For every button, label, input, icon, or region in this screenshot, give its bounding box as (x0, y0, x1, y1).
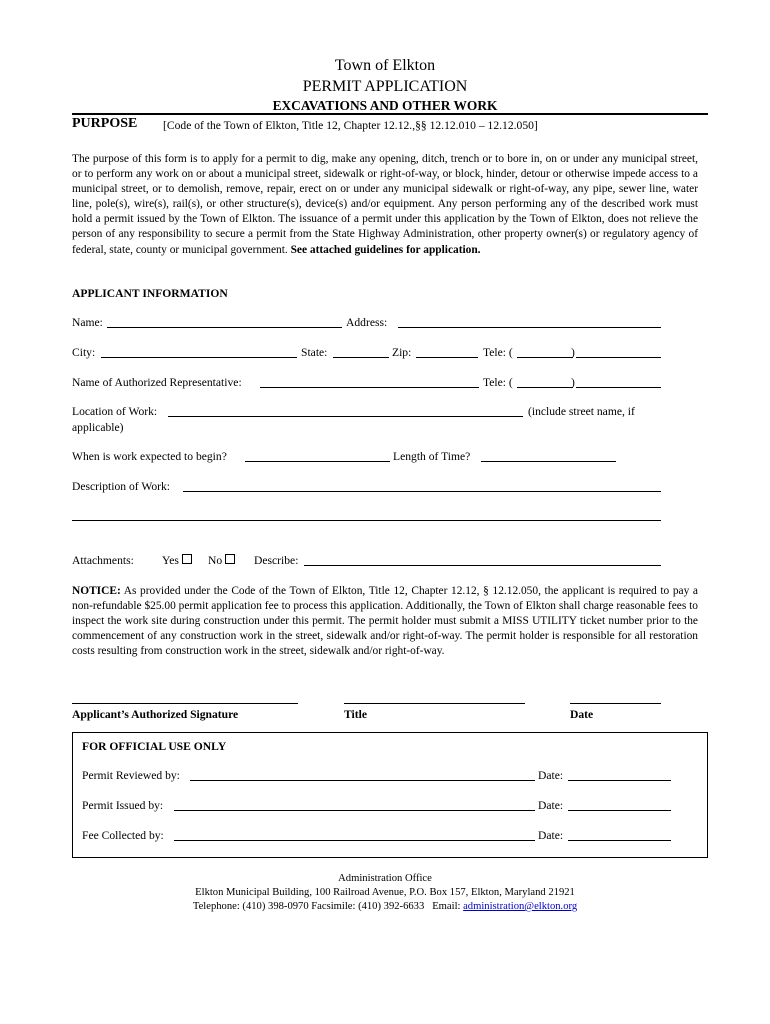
yes-checkbox[interactable] (182, 554, 192, 564)
purpose-body (72, 152, 698, 258)
rep-tele-label: Tele: ( (483, 376, 513, 389)
location-note: (include street name, if (528, 405, 635, 418)
purpose-label: PURPOSE (72, 116, 138, 131)
no-checkbox[interactable] (225, 554, 235, 564)
official-use-heading: FOR OFFICIAL USE ONLY (82, 740, 227, 753)
rep-tele-number-field[interactable] (576, 387, 661, 388)
form-title: PERMIT APPLICATION (302, 78, 468, 95)
authorized-rep-field[interactable] (260, 387, 479, 388)
form-subtitle: EXCAVATIONS AND OTHER WORK (272, 98, 498, 113)
fee-date-field[interactable] (568, 840, 671, 841)
town-heading: Town of Elkton (334, 57, 436, 74)
name-field[interactable] (107, 327, 342, 328)
notice-paragraph (72, 584, 698, 659)
title-field[interactable] (344, 703, 525, 704)
authorized-rep-label: Name of Authorized Representative: (72, 376, 242, 389)
city-field[interactable] (101, 357, 297, 358)
purpose-code-reference: [Code of the Town of Elkton, Title 12, Chapter 12.12.,§§ 12.12.010 – 12.12.050] (163, 119, 538, 132)
fee-date-label: Date: (538, 829, 564, 842)
rep-tele-close-paren: ) (571, 376, 575, 389)
address-field[interactable] (398, 327, 661, 328)
purpose-text: The purpose of this form is to apply for a permit to dig, make any opening, ditch, trench or to bore in, on or under any municipal street, or to perform any work on or about a municipal street, sidewalk or right-of-way, or block, hinder, detour or otherwise impede access to a municipal street, or to demolish, remove, repair, erect on or under any municipal sidewalk or right-of-way, any pipe, sewer line, water line, pole(s), wire(s), rail(s), or other structure(s), device(s) and/or equipment. Any person performing any of the described work must hold a permit issued by the Town of Elkton. The issuance of a permit under this application by the Town of Elkton, does not relieve the person of any responsibility to secure a permit from the State Highway Administration, other property owner(s) or regulatory agency of federal, state, county or municipal government. (72, 153, 698, 256)
attachments-yes (162, 553, 192, 568)
description-field[interactable] (183, 491, 661, 492)
rep-tele-area-code-field[interactable] (517, 387, 573, 388)
work-begin-field[interactable] (245, 461, 390, 462)
state-field[interactable] (333, 357, 389, 358)
attachments-no (208, 553, 235, 568)
footer-contact (0, 900, 770, 913)
fee-collected-label: Fee Collected by: (82, 829, 164, 842)
permit-reviewed-label: Permit Reviewed by: (82, 769, 180, 782)
reviewed-date-field[interactable] (568, 780, 671, 781)
issued-date-field[interactable] (568, 810, 671, 811)
permit-issued-field[interactable] (174, 810, 535, 811)
tele-label: Tele: ( (483, 346, 513, 359)
name-label: Name: (72, 316, 103, 329)
reviewed-date-label: Date: (538, 769, 564, 782)
permit-issued-label: Permit Issued by: (82, 799, 164, 812)
describe-field[interactable] (304, 565, 661, 566)
zip-label: Zip: (392, 346, 412, 359)
no-label: No (208, 554, 223, 567)
footer-address: Elkton Municipal Building, 100 Railroad Avenue, P.O. Box 157, Elkton, Maryland 21921 (195, 887, 575, 898)
permit-reviewed-field[interactable] (190, 780, 535, 781)
tele-area-code-field[interactable] (517, 357, 573, 358)
footer-office: Administration Office (338, 873, 432, 884)
issued-date-label: Date: (538, 799, 564, 812)
state-label: State: (301, 346, 328, 359)
location-field[interactable] (168, 416, 523, 417)
applicant-info-heading: APPLICANT INFORMATION (72, 287, 228, 300)
footer-phone: Telephone: (410) 398-0970 Facsimile: (410) 392-6633 Email: (192, 901, 464, 912)
header-rule (72, 113, 708, 115)
signature-field[interactable] (72, 703, 298, 704)
signature-date-field[interactable] (570, 703, 661, 704)
notice-text: As provided under the Code of the Town of Elkton, Title 12, Chapter 12.12, § 12.12.050, the applicant is required to pay a non-refundable $25.00 permit application fee to process this application. Additionally, the Town of Elkton shall charge reasonable fees to inspect the work site during construction under this permit. The permit holder must submit a MISS UTILITY ticket number prior to the commencement of any construction work in the street, sidewalk and/or right-of-way. The permit holder is responsible for all restoration costs resulting from construction work in the street, sidewalk and/or right-of-way. (72, 585, 698, 658)
describe-label: Describe: (254, 554, 299, 567)
fee-collected-field[interactable] (174, 840, 535, 841)
description-field-line-2[interactable] (72, 520, 661, 521)
signature-label: Applicant’s Authorized Signature (72, 708, 239, 721)
footer-email-link[interactable]: administration@elkton.org (463, 901, 578, 912)
city-label: City: (72, 346, 96, 359)
location-label: Location of Work: (72, 405, 158, 418)
work-begin-label: When is work expected to begin? (72, 450, 227, 463)
attachments-label: Attachments: (72, 554, 134, 567)
zip-field[interactable] (416, 357, 478, 358)
signature-date-label: Date (570, 708, 594, 721)
tele-number-field[interactable] (576, 357, 661, 358)
tele-close-paren: ) (571, 346, 575, 359)
guidelines-note: See attached guidelines for application. (290, 243, 481, 256)
yes-label: Yes (162, 554, 179, 567)
location-note-continued: applicable) (72, 421, 124, 434)
title-label: Title (344, 708, 367, 721)
length-of-time-field[interactable] (481, 461, 616, 462)
notice-label: NOTICE: (72, 585, 121, 597)
address-label: Address: (346, 316, 388, 329)
length-of-time-label: Length of Time? (393, 450, 471, 463)
description-label: Description of Work: (72, 480, 171, 493)
